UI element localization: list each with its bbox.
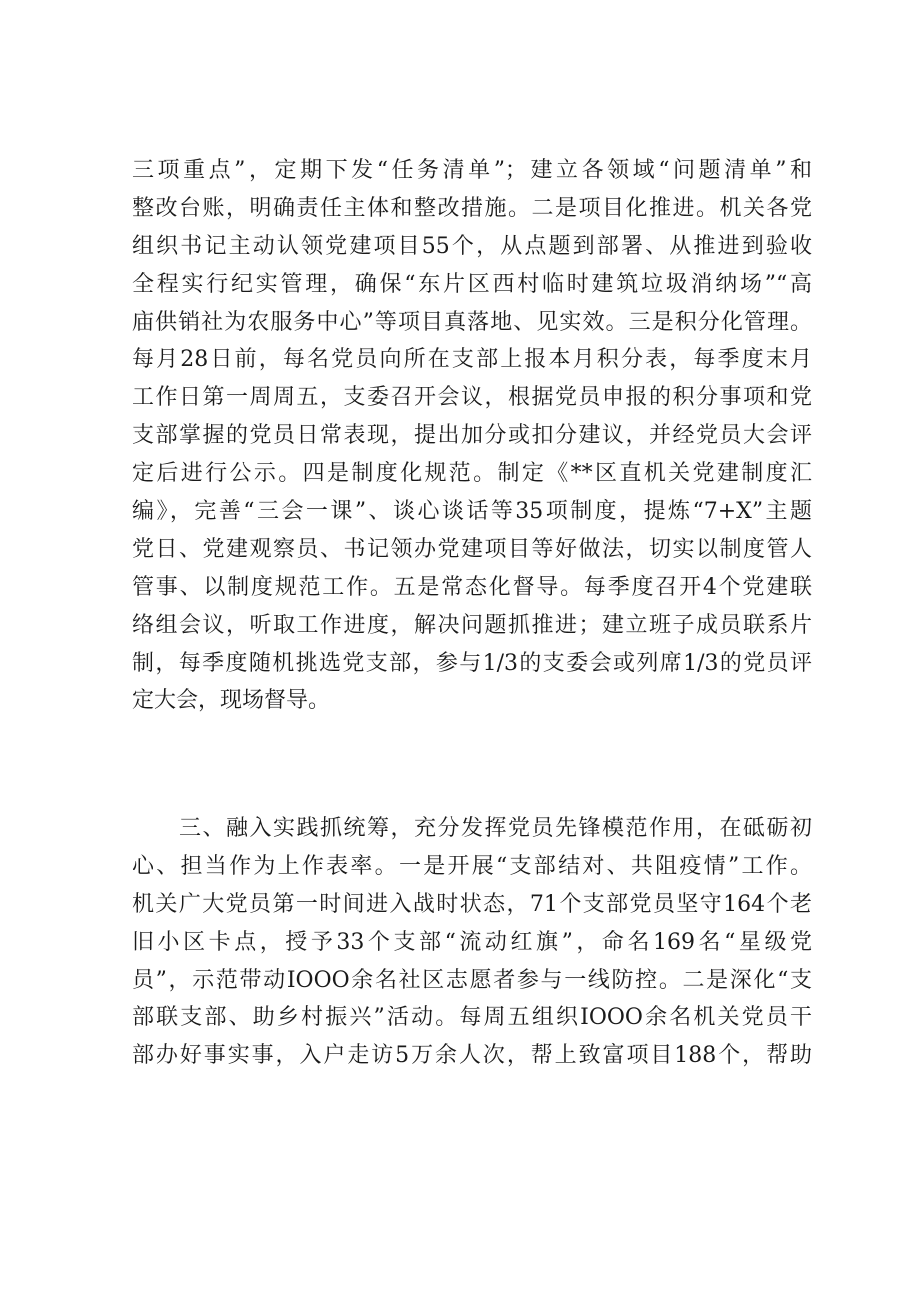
text-line: 庙供销社为农服务中心”等项目真落地、见实效。三是积分化管理。 — [132, 309, 812, 335]
text-line: 全程实行纪实管理，确保“东片区西村临时建筑垃圾消纳场”“高 — [132, 271, 812, 297]
text-line: 部联支部、助乡村振兴”活动。每周五组织IOOO余名机关党员干 — [132, 1005, 812, 1031]
paragraph-2 — [132, 810, 812, 1075]
text-line: 整改台账，明确责任主体和整改措施。二是项目化推进。机关各党 — [132, 195, 812, 221]
text-line: 管事、以制度规范工作。五是常态化督导。每季度召开4个党建联 — [132, 574, 812, 600]
text-line: 部办好事实事，入户走访5万余人次，帮上致富项目188个，帮助 — [132, 1043, 812, 1069]
text-line: 三、融入实践抓统筹，充分发挥党员先锋模范作用，在砥砺初 — [132, 816, 812, 841]
text-line: 心、担当作为上作表率。一是开展“支部结对、共阻疫情”工作。 — [132, 853, 812, 879]
text-line: 编》，完善“三会一课”、谈心谈话等35项制度，提炼“7+X”主题 — [132, 499, 812, 525]
text-line: 每月28日前，每名党员向所在支部上报本月积分表，每季度末月 — [132, 347, 812, 373]
text-line: 党日、党建观察员、书记领办党建项目等好做法，切实以制度管人 — [132, 536, 812, 562]
text-line: 工作日第一周周五，支委召开会议，根据党员申报的积分事项和党 — [132, 385, 812, 411]
text-line: 组织书记主动认领党建项目55个，从点题到部署、从推进到验收 — [132, 233, 812, 259]
text-line: 旧小区卡点，授予33个支部“流动红旗”，命名169名“星级党 — [132, 929, 812, 955]
text-line: 络组会议，听取工作进度，解决问题抓推进；建立班子成员联系片 — [132, 612, 812, 638]
text-line: 员”，示范带动IOOO余名社区志愿者参与一线防控。二是深化“支 — [132, 967, 812, 993]
text-line: 定大会，现场督导。 — [132, 688, 331, 714]
text-line: 制，每季度随机挑选党支部，参与1/3的支委会或列席1/3的党员评 — [132, 650, 812, 676]
text-line: 定后进行公示。四是制度化规范。制定《**区直机关党建制度汇 — [132, 461, 812, 487]
text-line: 机关广大党员第一时间进入战时状态，71个支部党员坚守164个老 — [132, 891, 812, 917]
paragraph-1 — [132, 152, 812, 720]
text-line: 支部掌握的党员日常表现，提出加分或扣分建议，并经党员大会评 — [132, 423, 812, 449]
text-line: 三项重点”，定期下发“任务清单”；建立各领域“问题清单”和 — [132, 158, 812, 183]
